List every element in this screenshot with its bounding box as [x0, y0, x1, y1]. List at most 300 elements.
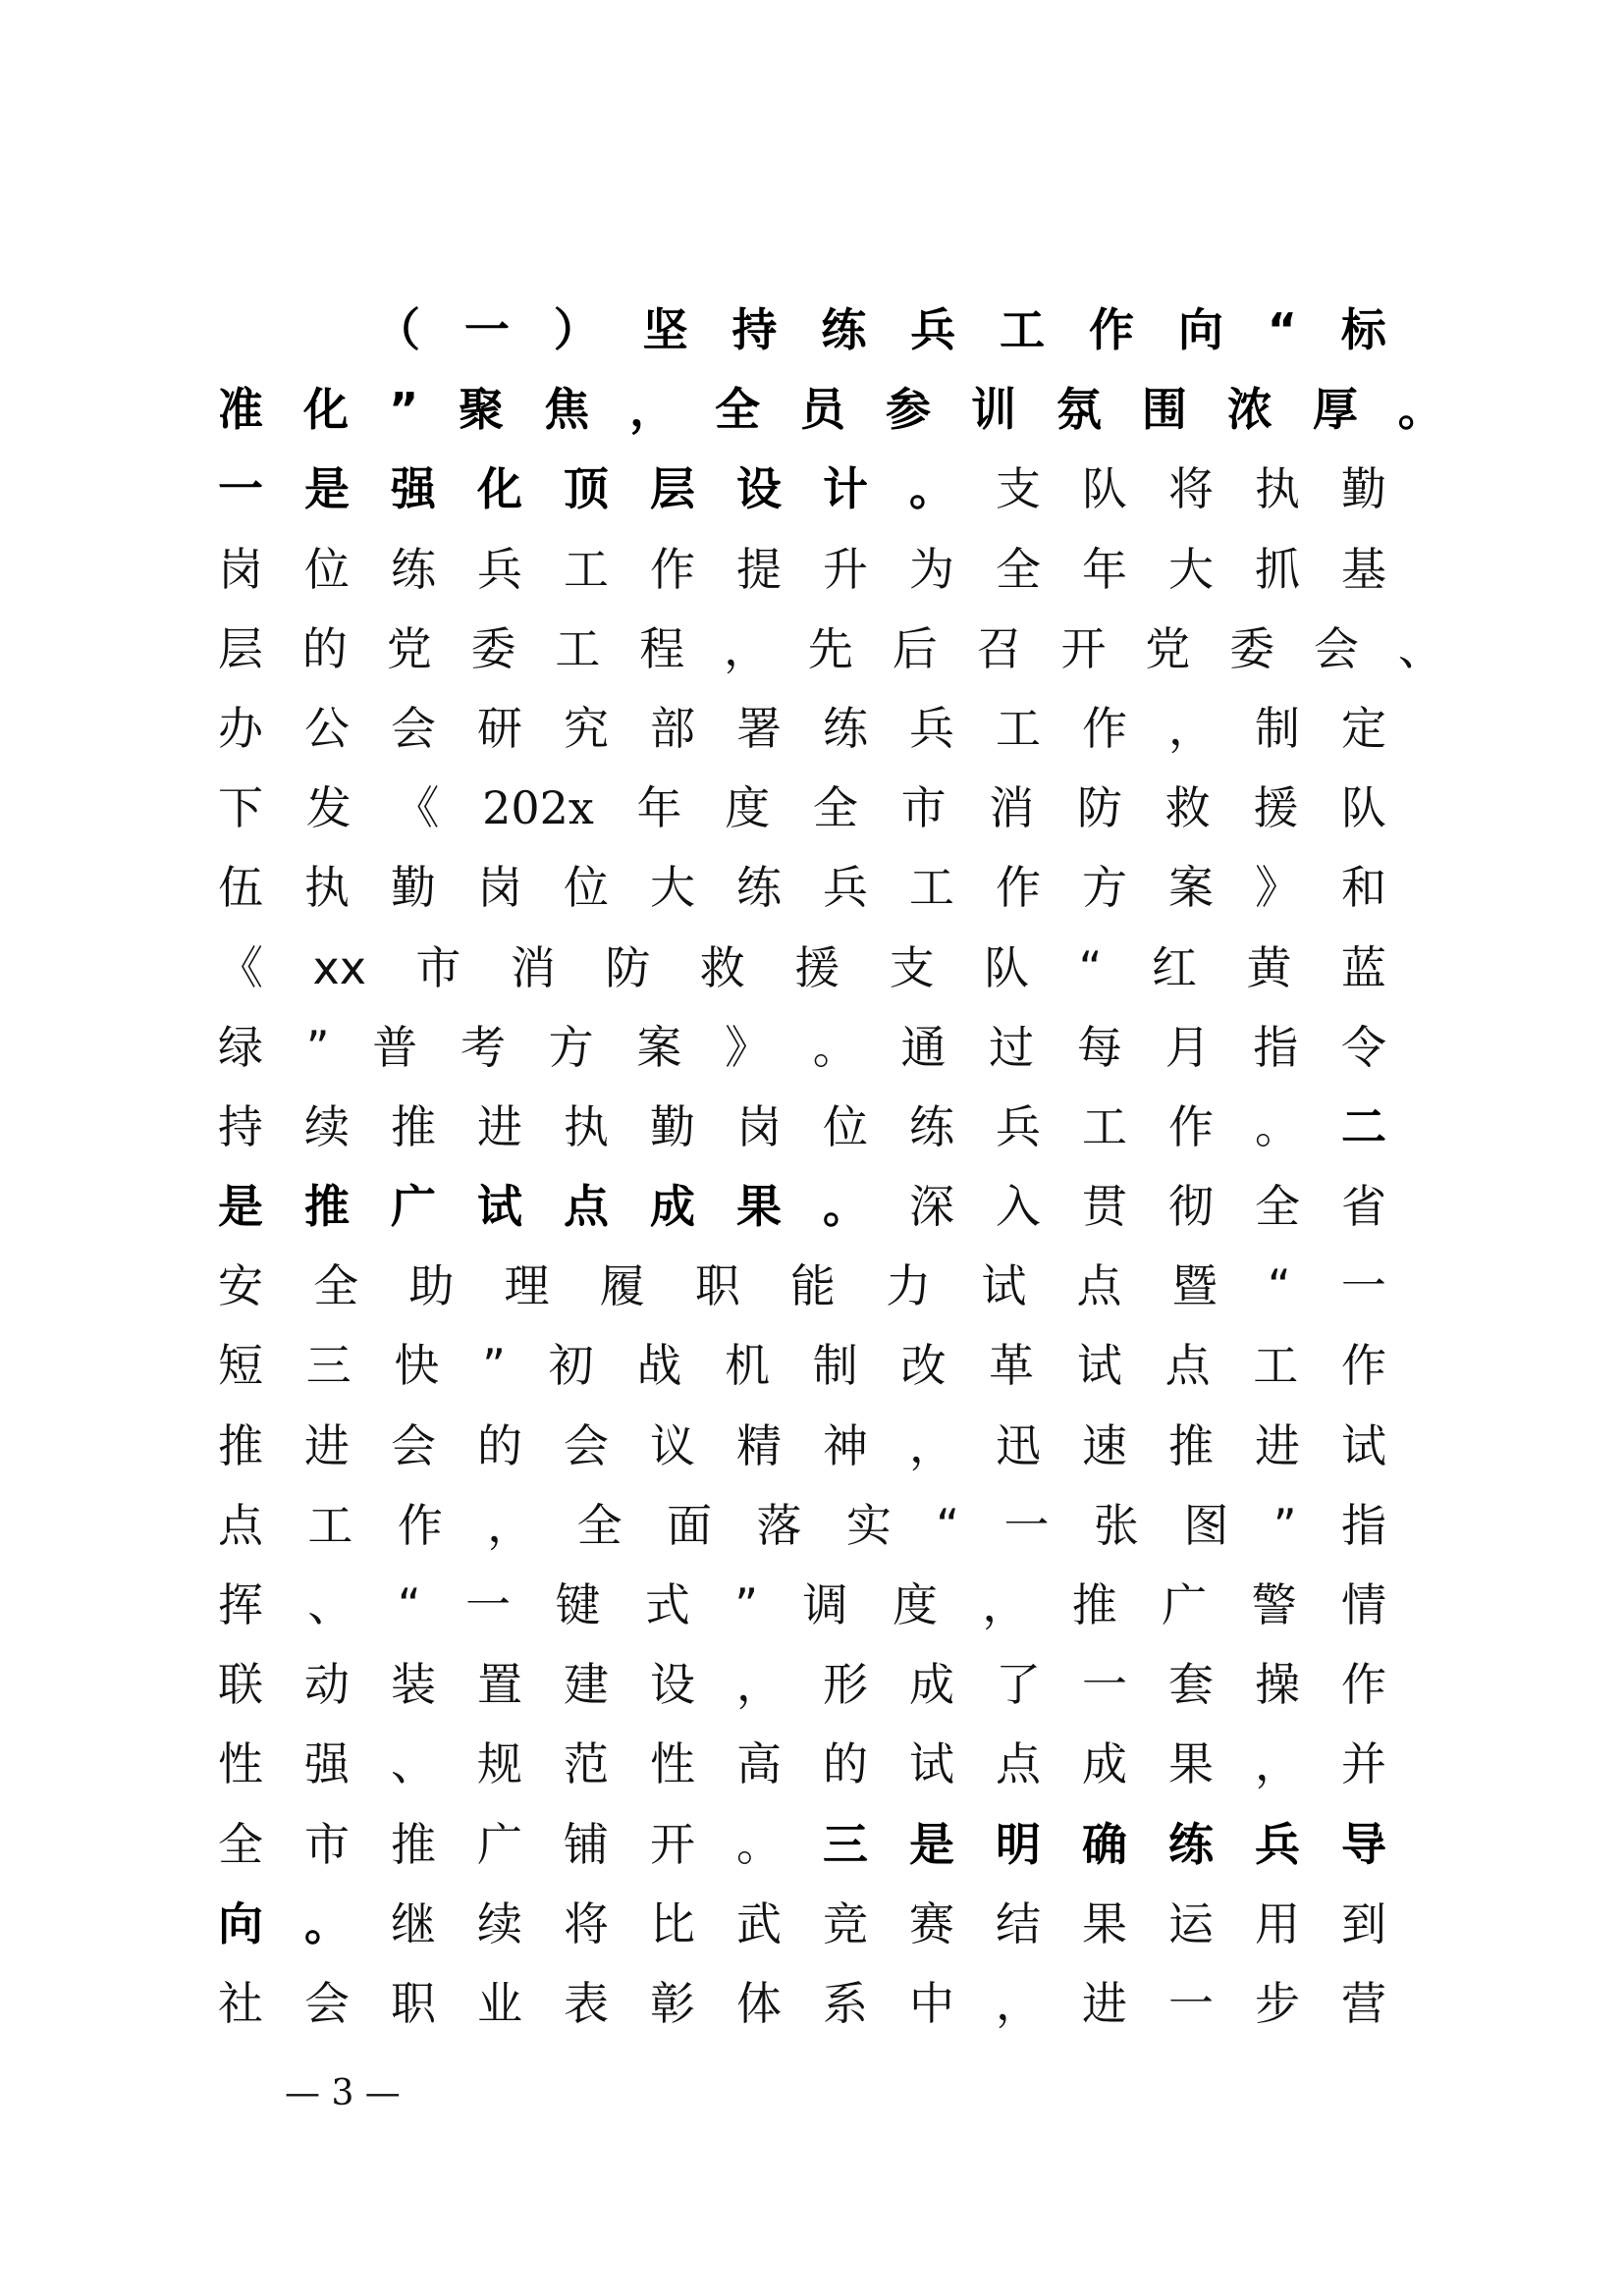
bold-char: 导 — [1341, 1817, 1386, 1871]
bold-char: 强 — [391, 462, 436, 516]
text-char: 的 — [823, 1737, 868, 1791]
bold-char: 推 — [304, 1180, 350, 1234]
text-char: 三 — [305, 1339, 352, 1393]
bold-char: 果 — [736, 1180, 782, 1234]
text-char: 练 — [391, 542, 436, 596]
text-char: 通 — [900, 1020, 947, 1074]
text-char: 点 — [1164, 1339, 1211, 1393]
text-char: 会 — [1313, 621, 1359, 675]
bold-char: 计 — [823, 462, 868, 516]
text-char: 案 — [636, 1020, 682, 1074]
text-char: 支 — [889, 940, 935, 994]
text-char: 实 — [845, 1498, 892, 1552]
text-char: “ — [1267, 1259, 1291, 1313]
text-char: 性 — [218, 1737, 263, 1791]
text-char: 召 — [976, 621, 1022, 675]
bold-char: 一 — [463, 303, 510, 356]
text-char: 广 — [1162, 1578, 1208, 1631]
text-char: 练 — [736, 861, 782, 915]
bold-char: ） — [553, 303, 599, 356]
text-char: 推 — [1071, 1578, 1117, 1631]
bold-char: 化 — [302, 383, 349, 437]
bold-char: 设 — [736, 462, 782, 516]
text-char: ， — [487, 1498, 533, 1552]
text-char: 进 — [304, 1418, 350, 1472]
text-char: 会 — [304, 1976, 350, 2030]
text-char: 队 — [984, 940, 1030, 994]
bold-char: 标 — [1340, 303, 1386, 356]
text-line — [218, 1088, 1386, 1167]
text-char: 救 — [1164, 781, 1211, 835]
text-char: 。 — [1255, 1099, 1300, 1153]
text-char: 署 — [736, 701, 782, 755]
text-line — [218, 1167, 1386, 1247]
text-char: 推 — [218, 1418, 263, 1472]
text-char: 推 — [391, 1817, 436, 1871]
text-char: 一 — [1003, 1498, 1050, 1552]
text-char: 职 — [391, 1976, 436, 2030]
text-char: 市 — [415, 940, 461, 994]
text-char: 省 — [1341, 1180, 1386, 1234]
text-char: 试 — [909, 1737, 954, 1791]
bold-char: 练 — [1168, 1817, 1214, 1871]
text-char: 社 — [218, 1976, 263, 2030]
text-char: 位 — [564, 861, 609, 915]
text-char: 设 — [650, 1658, 695, 1712]
text-char: 进 — [477, 1099, 522, 1153]
text-char: 执 — [1255, 462, 1300, 516]
text-char: 的 — [477, 1418, 522, 1472]
text-char: 大 — [650, 861, 695, 915]
text-char: 工 — [996, 701, 1041, 755]
text-char: 中 — [909, 1976, 954, 2030]
text-char: 图 — [1183, 1498, 1229, 1552]
text-char: 案 — [1168, 861, 1214, 915]
text-char: 彻 — [1168, 1180, 1214, 1234]
text-char: 竞 — [823, 1896, 868, 1950]
text-char: 成 — [909, 1658, 954, 1712]
text-char: 精 — [736, 1418, 782, 1472]
text-char: 改 — [900, 1339, 947, 1393]
text-char: 工 — [564, 542, 609, 596]
text-char: 战 — [636, 1339, 682, 1393]
bold-char: 广 — [391, 1180, 436, 1234]
text-char: 革 — [989, 1339, 1035, 1393]
bold-char: 。 — [823, 1180, 868, 1234]
text-char: 武 — [736, 1896, 782, 1950]
text-char: 下 — [218, 781, 263, 835]
text-char: 岗 — [477, 861, 522, 915]
bold-char: （ — [375, 303, 420, 356]
text-char: 业 — [477, 1976, 522, 2030]
text-char: 神 — [823, 1418, 868, 1472]
text-char: 抓 — [1255, 542, 1300, 596]
text-char: 党 — [1145, 621, 1191, 675]
text-char: 的 — [301, 621, 348, 675]
text-char: 速 — [1082, 1418, 1127, 1472]
text-char: 调 — [802, 1578, 848, 1631]
text-char: 点 — [1076, 1259, 1122, 1313]
text-char: 兵 — [909, 701, 954, 755]
text-char: 作 — [650, 542, 695, 596]
text-char: 装 — [391, 1658, 436, 1712]
bold-char: 是 — [218, 1180, 263, 1234]
bold-char: ， — [629, 383, 676, 437]
text-char: 队 — [1082, 462, 1127, 516]
text-char: 为 — [909, 542, 954, 596]
text-char: 消 — [510, 940, 556, 994]
text-char: 能 — [790, 1259, 837, 1313]
text-char: 式 — [644, 1578, 690, 1631]
text-char: 议 — [650, 1418, 695, 1472]
text-char: 试 — [1076, 1339, 1122, 1393]
text-char: 执 — [564, 1099, 609, 1153]
text-char: “ — [1078, 940, 1103, 994]
text-char: 作 — [1340, 1339, 1386, 1393]
text-char: 队 — [1341, 781, 1386, 835]
page-number: — 3 — — [285, 2073, 401, 2113]
text-char: 深 — [909, 1180, 954, 1234]
text-line — [218, 1407, 1386, 1486]
text-char: 用 — [1255, 1896, 1300, 1950]
text-char: 后 — [892, 621, 938, 675]
text-char: 度 — [892, 1578, 938, 1631]
text-char: 度 — [725, 781, 771, 835]
bold-char: 兵 — [910, 303, 956, 356]
bold-char: 全 — [715, 383, 761, 437]
text-char: 初 — [548, 1339, 594, 1393]
text-char: ” — [305, 1020, 330, 1074]
text-char: 勤 — [1341, 462, 1386, 516]
text-char: 市 — [900, 781, 947, 835]
text-char: 、 — [307, 1578, 353, 1631]
text-char: 会 — [391, 701, 436, 755]
text-char: 提 — [736, 542, 782, 596]
text-char: 指 — [1340, 1498, 1386, 1552]
bold-char: 兵 — [1255, 1817, 1300, 1871]
bold-char: 持 — [731, 303, 778, 356]
text-char: 、 — [391, 1737, 436, 1791]
text-char: 支 — [996, 462, 1041, 516]
text-char: 全 — [996, 542, 1041, 596]
bold-char: 训 — [970, 383, 1016, 437]
text-char: 持 — [218, 1099, 263, 1153]
text-char: 助 — [408, 1259, 455, 1313]
text-char: ” — [1272, 1498, 1297, 1552]
text-char: 将 — [1168, 462, 1214, 516]
text-char: ， — [1255, 1737, 1300, 1791]
text-char: 和 — [1341, 861, 1386, 915]
text-char: 步 — [1255, 1976, 1300, 2030]
text-char: 伍 — [218, 861, 263, 915]
text-char: 援 — [1253, 781, 1299, 835]
text-char: 情 — [1340, 1578, 1386, 1631]
text-char: 大 — [1168, 542, 1214, 596]
text-char: 全 — [218, 1817, 263, 1871]
text-char: 救 — [699, 940, 745, 994]
text-char: ， — [982, 1578, 1028, 1631]
text-char: 试 — [1341, 1418, 1386, 1472]
text-char: 《 — [394, 781, 440, 835]
text-char: 勤 — [391, 861, 436, 915]
text-char: 开 — [1060, 621, 1107, 675]
text-char: 高 — [736, 1737, 782, 1791]
bold-char: 确 — [1082, 1817, 1127, 1871]
text-char: 力 — [886, 1259, 932, 1313]
text-char: 点 — [218, 1498, 263, 1552]
text-char: 作 — [1082, 701, 1127, 755]
text-char: 营 — [1341, 1976, 1386, 2030]
bold-char: 厚 — [1312, 383, 1358, 437]
text-char: 工 — [307, 1498, 353, 1552]
text-line — [218, 1326, 1386, 1406]
text-line — [218, 1805, 1386, 1885]
text-char: ， — [724, 621, 770, 675]
text-char: 会 — [564, 1418, 609, 1472]
bold-char: 一 — [218, 462, 263, 516]
text-line — [218, 1885, 1386, 1964]
text-char: 岗 — [736, 1099, 782, 1153]
text-line — [218, 848, 1386, 928]
text-char: 操 — [1255, 1658, 1300, 1712]
text-char: 范 — [564, 1737, 609, 1791]
text-char: 防 — [605, 940, 651, 994]
bold-char: 成 — [650, 1180, 695, 1234]
text-char: 挥 — [218, 1578, 263, 1631]
text-char: 兵 — [477, 542, 522, 596]
text-char: 并 — [1341, 1737, 1386, 1791]
text-line — [218, 929, 1386, 1008]
text-char: 快 — [394, 1339, 440, 1393]
text-char: 《 — [218, 940, 263, 994]
text-char: 办 — [218, 701, 263, 755]
text-char: 位 — [304, 542, 350, 596]
text-char: 》 — [725, 1020, 771, 1074]
bold-char: 坚 — [642, 303, 688, 356]
text-line — [218, 291, 1386, 370]
text-char: 机 — [725, 1339, 771, 1393]
text-char: 系 — [823, 1976, 868, 2030]
text-char: 一 — [1340, 1259, 1386, 1313]
text-char: 》 — [1255, 861, 1300, 915]
text-char: 规 — [477, 1737, 522, 1791]
bold-char: 是 — [304, 462, 350, 516]
text-char: 公 — [304, 701, 350, 755]
text-char: 每 — [1076, 1020, 1122, 1074]
bold-char: 顶 — [564, 462, 609, 516]
text-char: 成 — [1082, 1737, 1127, 1791]
text-char: 一 — [1168, 1976, 1214, 2030]
text-char: 年 — [1082, 542, 1127, 596]
text-char: 练 — [823, 701, 868, 755]
text-char: 进 — [1082, 1976, 1127, 2030]
bold-char: 员 — [800, 383, 846, 437]
text-char: 试 — [981, 1259, 1027, 1313]
bold-char: 聚 — [459, 383, 505, 437]
text-char: 续 — [477, 1896, 522, 1950]
text-line — [218, 1008, 1386, 1088]
text-char: 全 — [812, 781, 858, 835]
text-char: 消 — [989, 781, 1035, 835]
text-char: 继 — [391, 1896, 436, 1950]
text-char: 202x — [482, 781, 594, 835]
text-char: 运 — [1168, 1896, 1214, 1950]
text-char: 委 — [1229, 621, 1275, 675]
body-paragraph — [218, 291, 1443, 2044]
bold-char: 。 — [304, 1896, 350, 1950]
bold-char: ” — [388, 383, 419, 437]
text-char: 彰 — [650, 1976, 695, 2030]
text-char: 方 — [1082, 861, 1127, 915]
text-char: 委 — [470, 621, 516, 675]
text-char: 安 — [218, 1259, 263, 1313]
text-char: 层 — [218, 621, 263, 675]
text-char: 迅 — [996, 1418, 1041, 1472]
text-char: 究 — [564, 701, 609, 755]
text-char: 方 — [548, 1020, 594, 1074]
text-char: 令 — [1340, 1020, 1386, 1074]
text-char: ， — [736, 1658, 782, 1712]
text-char: 键 — [555, 1578, 601, 1631]
text-char: 置 — [477, 1658, 522, 1712]
text-char: 勤 — [650, 1099, 695, 1153]
text-char: 进 — [1255, 1418, 1300, 1472]
text-char: 果 — [1168, 1737, 1214, 1791]
bold-char: 点 — [564, 1180, 609, 1234]
text-char: 广 — [477, 1817, 522, 1871]
bold-char: 焦 — [544, 383, 590, 437]
text-char: ” — [734, 1578, 759, 1631]
text-char: 到 — [1341, 1896, 1386, 1950]
text-char: xx — [312, 940, 366, 994]
text-char: 作 — [996, 861, 1041, 915]
text-char: 指 — [1253, 1020, 1299, 1074]
text-char: 工 — [1082, 1099, 1127, 1153]
text-char: 推 — [1168, 1418, 1214, 1472]
text-char: ” — [482, 1339, 506, 1393]
text-line — [218, 769, 1386, 848]
text-char: 点 — [996, 1737, 1041, 1791]
bold-char: 层 — [650, 462, 695, 516]
text-char: 将 — [564, 1896, 609, 1950]
text-char: 红 — [1151, 940, 1197, 994]
text-char: 入 — [996, 1180, 1041, 1234]
text-char: 比 — [650, 1896, 695, 1950]
text-char: “ — [936, 1498, 960, 1552]
bold-char: 三 — [823, 1817, 868, 1871]
text-char: 一 — [465, 1578, 512, 1631]
text-line — [218, 1486, 1386, 1566]
text-char: 理 — [504, 1259, 550, 1313]
text-char: 工 — [555, 621, 601, 675]
text-line — [218, 689, 1386, 769]
text-char: 部 — [650, 701, 695, 755]
text-char: 工 — [909, 861, 954, 915]
text-char: 制 — [1255, 701, 1300, 755]
text-char: 位 — [823, 1099, 868, 1153]
text-char: 铺 — [564, 1817, 609, 1871]
text-char: 性 — [650, 1737, 695, 1791]
text-char: 全 — [313, 1259, 359, 1313]
text-char: 党 — [386, 621, 432, 675]
text-char: 作 — [397, 1498, 443, 1552]
text-char: 面 — [667, 1498, 713, 1552]
text-char: 程 — [639, 621, 685, 675]
text-char: 全 — [1255, 1180, 1300, 1234]
text-line — [218, 1645, 1386, 1725]
text-char: 月 — [1164, 1020, 1211, 1074]
text-char: 考 — [460, 1020, 506, 1074]
text-char: 防 — [1076, 781, 1122, 835]
text-char: 兵 — [996, 1099, 1041, 1153]
bold-char: 。 — [1397, 383, 1443, 437]
text-line — [218, 450, 1386, 529]
text-char: 赛 — [909, 1896, 954, 1950]
text-char: 执 — [304, 861, 350, 915]
text-char: 市 — [304, 1817, 350, 1871]
text-char: 援 — [794, 940, 840, 994]
text-char: 岗 — [218, 542, 263, 596]
bold-char: 试 — [477, 1180, 522, 1234]
text-char: ， — [996, 1976, 1041, 2030]
text-char: 。 — [736, 1817, 782, 1871]
text-char: 开 — [650, 1817, 695, 1871]
text-char: 年 — [636, 781, 682, 835]
text-char: 会 — [391, 1418, 436, 1472]
bold-char: 参 — [885, 383, 931, 437]
text-char: 套 — [1168, 1658, 1214, 1712]
text-char: 作 — [1341, 1658, 1386, 1712]
text-char: 绿 — [218, 1020, 263, 1074]
text-char: 推 — [391, 1099, 436, 1153]
text-char: 、 — [1397, 621, 1443, 675]
bold-char: 准 — [218, 383, 263, 437]
bold-char: 。 — [909, 462, 954, 516]
text-char: 制 — [812, 1339, 858, 1393]
text-char: 一 — [1082, 1658, 1127, 1712]
bold-char: 氛 — [1056, 383, 1102, 437]
text-char: 升 — [823, 542, 868, 596]
bold-char: 练 — [821, 303, 867, 356]
text-char: 强 — [304, 1737, 350, 1791]
text-line — [218, 1247, 1386, 1326]
bold-char: 浓 — [1226, 383, 1272, 437]
text-char: 先 — [807, 621, 853, 675]
text-char: 建 — [564, 1658, 609, 1712]
text-char: “ — [397, 1578, 421, 1631]
text-char: 职 — [694, 1259, 740, 1313]
text-char: 贯 — [1082, 1180, 1127, 1234]
text-char: 过 — [989, 1020, 1035, 1074]
text-char: 了 — [996, 1658, 1041, 1712]
text-char: 短 — [218, 1339, 263, 1393]
text-char: 警 — [1251, 1578, 1297, 1631]
text-line — [218, 530, 1386, 610]
text-char: 表 — [564, 1976, 609, 2030]
bold-char: 二 — [1341, 1099, 1386, 1153]
text-char: 果 — [1082, 1896, 1127, 1950]
text-char: 发 — [305, 781, 352, 835]
text-char: 联 — [218, 1658, 263, 1712]
text-char: 兵 — [823, 861, 868, 915]
bold-char: 工 — [1000, 303, 1046, 356]
text-char: 体 — [736, 1976, 782, 2030]
text-char: 基 — [1341, 542, 1386, 596]
text-char: ， — [909, 1418, 954, 1472]
text-char: 张 — [1093, 1498, 1139, 1552]
text-char: 全 — [576, 1498, 623, 1552]
text-char: 暨 — [1171, 1259, 1218, 1313]
